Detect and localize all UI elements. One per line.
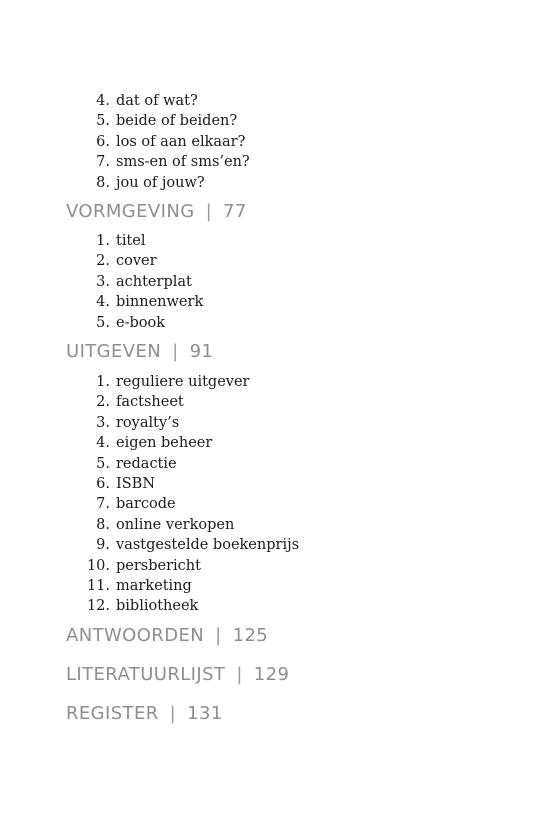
item-text: online verkopen — [116, 516, 235, 533]
item-number: 8. — [96, 516, 110, 533]
title-separator: | — [169, 703, 177, 724]
item-text: los of aan elkaar? — [116, 133, 246, 150]
chapter-heading-register[interactable] — [66, 703, 223, 724]
item-text: beide of beiden? — [116, 113, 238, 130]
item-text: achterplat — [116, 273, 192, 290]
item-text: ISBN — [116, 475, 156, 492]
item-number: 3. — [96, 273, 110, 290]
item-number: 1. — [96, 233, 110, 249]
list-item[interactable] — [0, 292, 547, 312]
list-item[interactable] — [0, 152, 547, 172]
title-separator: | — [236, 664, 243, 685]
list-item[interactable] — [0, 91, 547, 111]
chapter-page-number: 125 — [232, 625, 269, 646]
chapter-title: UITGEVEN — [66, 341, 162, 362]
list-item[interactable] — [0, 251, 547, 271]
item-text: e-book — [116, 314, 166, 331]
item-number: 7. — [96, 496, 110, 513]
item-text: eigen beheer — [116, 435, 213, 452]
item-number: 5. — [96, 314, 110, 331]
toc-list-vormgeving — [0, 231, 547, 333]
title-separator: | — [205, 201, 213, 222]
list-item[interactable] — [0, 413, 547, 433]
list-item[interactable] — [0, 535, 547, 555]
chapter-title: REGISTER — [66, 703, 159, 724]
toc-sublist — [0, 372, 547, 617]
list-item[interactable] — [0, 576, 547, 596]
list-item[interactable] — [0, 596, 547, 616]
item-number: 9. — [96, 537, 110, 554]
list-item[interactable] — [0, 556, 547, 576]
item-number: 6. — [96, 475, 110, 492]
item-number: 5. — [96, 113, 110, 130]
item-text: reguliere uitgever — [116, 374, 250, 390]
chapter-heading-antwoorden[interactable] — [66, 625, 268, 646]
list-item[interactable] — [0, 474, 547, 494]
chapter-page-number: 77 — [223, 201, 247, 222]
list-item[interactable] — [0, 433, 547, 453]
item-text: sms-en of sms’en? — [116, 154, 250, 171]
item-number: 7. — [96, 154, 110, 171]
list-item[interactable] — [0, 313, 547, 333]
toc-list-continued — [0, 91, 547, 193]
list-item[interactable] — [0, 272, 547, 292]
item-number: 4. — [96, 93, 110, 109]
toc-list-uitgeven — [0, 372, 547, 617]
item-text: binnenwerk — [116, 294, 204, 311]
item-number: 12. — [86, 598, 110, 615]
item-text: redactie — [116, 455, 177, 472]
item-text: jou of jouw? — [116, 174, 205, 191]
chapter-heading-uitgeven[interactable] — [66, 341, 213, 362]
item-number: 8. — [96, 174, 110, 191]
chapter-heading-literatuurlijst[interactable] — [66, 664, 289, 685]
item-number: 6. — [96, 133, 110, 150]
item-text: marketing — [116, 577, 192, 594]
item-number: 5. — [96, 455, 110, 472]
item-text: cover — [116, 253, 157, 270]
chapter-title: LITERATUURLIJST — [66, 664, 226, 685]
item-number: 1. — [96, 374, 110, 390]
list-item[interactable] — [0, 132, 547, 152]
list-item[interactable] — [0, 494, 547, 514]
item-number: 10. — [86, 557, 110, 574]
item-number: 11. — [86, 577, 110, 594]
list-item[interactable] — [0, 111, 547, 131]
toc-sublist — [0, 231, 547, 333]
list-item[interactable] — [0, 454, 547, 474]
item-text: factsheet — [116, 394, 184, 411]
chapter-heading-vormgeving[interactable] — [66, 201, 247, 222]
list-item[interactable] — [0, 173, 547, 193]
chapter-title: ANTWOORDEN — [66, 625, 205, 646]
toc-sublist — [0, 91, 547, 193]
title-separator: | — [172, 341, 179, 362]
item-text: barcode — [116, 496, 176, 513]
chapter-page-number: 129 — [253, 664, 290, 685]
list-item[interactable] — [0, 231, 547, 251]
item-text: bibliotheek — [116, 598, 199, 615]
item-text: vastgestelde boekenprijs — [116, 537, 300, 554]
chapter-title: VORMGEVING — [66, 201, 195, 222]
list-item[interactable] — [0, 372, 547, 392]
item-number: 3. — [96, 414, 110, 431]
item-text: dat of wat? — [116, 93, 198, 109]
item-number: 4. — [96, 294, 110, 311]
list-item[interactable] — [0, 515, 547, 535]
item-text: persbericht — [116, 557, 201, 574]
chapter-page-number: 131 — [187, 703, 223, 724]
item-number: 4. — [96, 435, 110, 452]
item-text: titel — [116, 233, 146, 249]
item-number: 2. — [96, 394, 110, 411]
chapter-page-number: 91 — [189, 341, 214, 362]
item-number: 2. — [96, 253, 110, 270]
title-separator: | — [215, 625, 222, 646]
item-text: royalty’s — [116, 414, 180, 431]
list-item[interactable] — [0, 392, 547, 412]
